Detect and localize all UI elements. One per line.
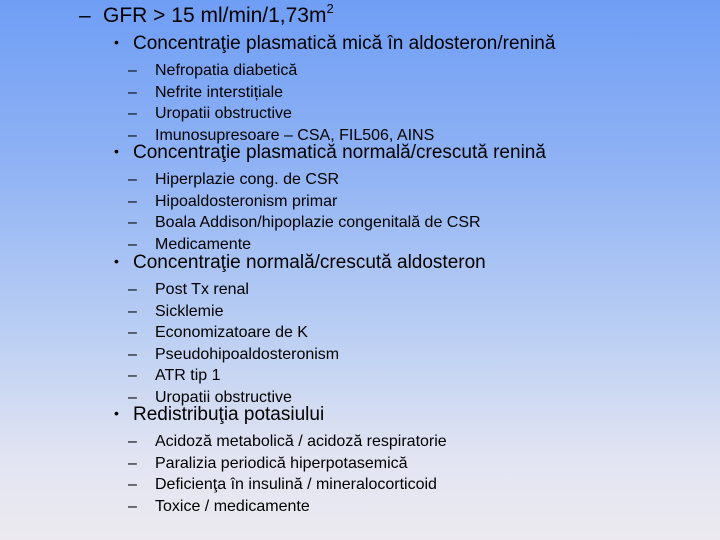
dash-marker: – — [128, 433, 137, 450]
bullet-icon: • — [114, 34, 119, 50]
bullet-icon: • — [114, 253, 119, 269]
heading-dash: – — [79, 4, 91, 27]
list-item — [128, 279, 486, 301]
list-item-text: Imunosupresoare – CSA, FIL506, AINS — [155, 126, 435, 144]
section-title — [114, 249, 486, 273]
list-item — [128, 474, 447, 496]
list-item — [128, 212, 546, 234]
section-title-text: Concentraţie normală/crescută aldosteron — [133, 252, 486, 273]
dash-marker: – — [128, 497, 137, 515]
dash-marker: – — [128, 214, 137, 232]
section-title — [114, 139, 546, 163]
list-item — [128, 60, 555, 82]
list-item-text: Deficienţa în insulină / mineralocorticoid — [155, 476, 437, 494]
list-item — [128, 191, 546, 213]
list-item-text: Nefrite interstițiale — [155, 83, 284, 101]
sub-list — [128, 169, 546, 255]
dash-marker: – — [128, 302, 137, 320]
list-item-text: Sicklemie — [155, 302, 224, 320]
list-item-text: ATR tip 1 — [155, 367, 221, 385]
section-title-text: Concentraţie plasmatică mică în aldosteron/renină — [133, 33, 556, 54]
section-title-text: Redistribuţia potasiului — [133, 404, 325, 425]
bullet-icon: • — [114, 143, 119, 159]
dash-marker: – — [128, 324, 137, 342]
list-item — [128, 344, 486, 366]
section-normal-high-aldosterone — [114, 249, 486, 409]
list-item-text: Boala Addison/hipoplazie congenitală de CSR — [155, 214, 481, 232]
dash-marker: – — [128, 345, 137, 363]
list-item — [128, 431, 447, 453]
section-title-text: Concentraţie plasmatică normală/crescută renină — [133, 142, 546, 163]
dash-marker: – — [128, 105, 137, 123]
heading-gfr — [79, 1, 334, 28]
list-item-text: Uropatii obstructive — [155, 388, 292, 406]
sub-list — [128, 431, 447, 517]
dash-marker: – — [128, 83, 137, 101]
list-item-text: Post Tx renal — [155, 281, 249, 298]
dash-marker: – — [128, 62, 137, 79]
dash-marker: – — [128, 454, 137, 472]
list-item-text: Paralizia periodică hiperpotasemică — [155, 454, 408, 472]
list-item — [128, 169, 546, 191]
dash-marker: – — [128, 367, 137, 385]
list-item — [128, 301, 486, 323]
list-item — [128, 322, 486, 344]
bullet-icon: • — [114, 405, 119, 421]
sub-list — [128, 279, 486, 409]
list-item — [128, 103, 555, 125]
section-title — [114, 30, 555, 54]
dash-marker: – — [128, 235, 137, 253]
dash-marker: – — [128, 388, 137, 406]
list-item-text: Pseudohipoaldosteronism — [155, 345, 340, 363]
list-item-text: Uropatii obstructive — [155, 105, 292, 123]
list-item — [128, 365, 486, 387]
list-item-text: Toxice / medicamente — [155, 497, 310, 515]
list-item — [128, 82, 555, 104]
list-item-text: Acidoză metabolică / acidoză respiratorie — [155, 433, 447, 450]
list-item-text: Hipoaldosteronism primar — [155, 192, 338, 210]
section-title — [114, 401, 447, 425]
list-item-text: Economizatoare de K — [155, 324, 308, 342]
sub-list — [128, 60, 555, 146]
dash-marker: – — [128, 171, 137, 188]
list-item — [128, 453, 447, 475]
dash-marker: – — [128, 192, 137, 210]
section-potassium-redistribution — [114, 401, 447, 517]
list-item-text: Nefropatia diabetică — [155, 62, 298, 79]
list-item — [128, 496, 447, 518]
heading-superscript: 2 — [326, 1, 334, 16]
section-normal-high-renin — [114, 139, 546, 255]
list-item-text: Medicamente — [155, 235, 252, 253]
list-item-text: Hiperplazie cong. de CSR — [155, 171, 340, 188]
heading-text: GFR > 15 ml/min/1,73m — [103, 4, 327, 27]
section-low-aldosterone-renin — [114, 30, 555, 146]
dash-marker: – — [128, 476, 137, 494]
dash-marker: – — [128, 126, 137, 144]
dash-marker: – — [128, 281, 137, 298]
